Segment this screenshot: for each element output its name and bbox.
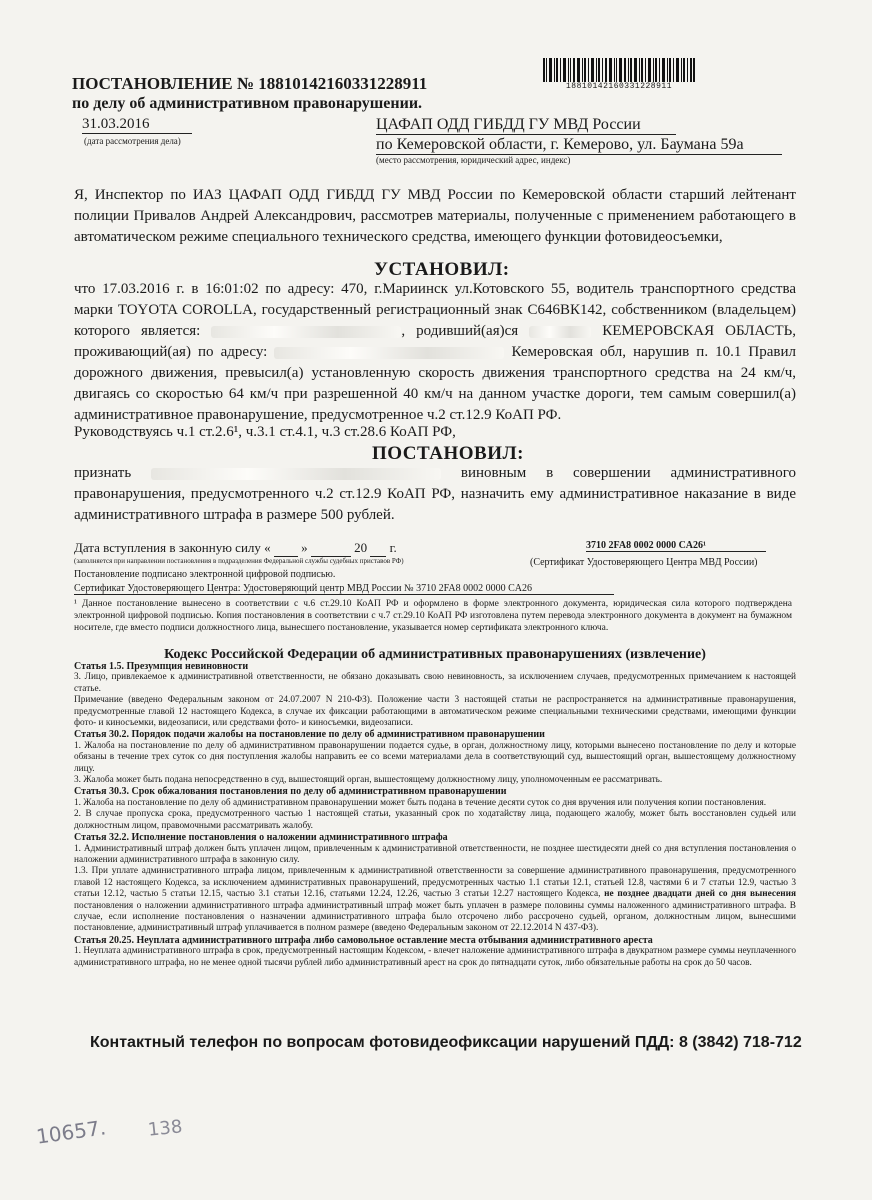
effective-label: Дата вступления в законную силу « <box>74 540 271 555</box>
barcode <box>543 58 695 82</box>
resolution-part-1: признать <box>74 465 132 481</box>
handwritten-number-right: 138 <box>146 1116 184 1141</box>
signed-note: Постановление подписано электронной цифровой подписью. <box>74 569 336 580</box>
certificate-line: Сертификат Удостоверяющего Центра: Удостоверяющий центр МВД России № 3710 2FA8 0002 0000 CA26 <box>74 583 614 595</box>
article-32-2-p1: 1. Административный штраф должен быть уплачен лицом, привлеченным к административной ответственности, не позднее шестидесяти дней со дня вступления постановления о наложении административного штрафа в законную силу. <box>74 843 796 865</box>
certificate-caption: (Сертификат Удостоверяющего Центра МВД России) <box>530 557 758 568</box>
facts-part-4: Кемеровская обл, нарушив п. 10.1 Правил дорожного движения, превысил(а) установленную скорость движения транспортного средства на 24 км/ч, двигаясь со скоростью 64 км/ч при разрешенной 40 км/ч на данном участке дороги, тем самым совершил(а) административное правонарушение, предусмотренное ч.2 ст.12.9 КоАП РФ. <box>74 344 797 423</box>
facts-part-2: , родивший(ая)ся <box>401 323 519 339</box>
article-30-2-title: Статья 30.2. Порядок подачи жалобы на постановление по делу об административном правонарушении <box>74 729 545 741</box>
article-30-2-p2: 3. Жалоба может быть подана непосредственно в суд, вышестоящий орган, вышестоящему должностному лицу, уполномоченным ее рассматривать. <box>74 775 663 786</box>
effective-suffix: г. <box>389 540 397 555</box>
article-30-3-p2: 2. В случае пропуска срока, предусмотренного частью 1 настоящей статьи, указанный срок по ходатайству лица, подающего жалобу, может быть восстановлен судьей или должностным лицом, правомочными рассматривать жалобу. <box>74 809 796 831</box>
article-32-2-p2c: постановления о наложении административного штрафа административный штраф может быть уплачен в размере половины суммы наложенного административного штрафа. В случае, если исполнение постановления о назначении административного штрафа было отсрочено либо рассрочено судьей, органом, должностным лицом, вынесшими постановление, административный штраф уплачивается в полном размере (введено Федеральным законом от 22.12.2014 N 437-ФЗ). <box>74 900 796 934</box>
koap-extract <box>74 661 796 969</box>
article-32-2-p2 <box>74 866 796 934</box>
article-20-25-p1: 1. Неуплата административного штрафа в срок, предусмотренный настоящим Кодексом, - влечет наложение административного штрафа в двукратном размере суммы неуплаченного административного штрафа, но не менее одной тысячи рублей либо административный арест на срок до пятнадцати суток, либо обязательные работы на срок до 50 часов. <box>74 946 796 968</box>
place-line-1: ЦАФАП ОДД ГИБДД ГУ МВД России <box>376 116 676 135</box>
article-30-2-p1: 1. Жалоба на постановление по делу об административном правонарушении подается судье, в орган, должностному лицу, которыми вынесено постановление по делу и которые обязаны в течение трех суток со дня поступления жалобы направить ее со всеми материалами дела в соответствующий суд, вышестоящий орган, вышестоящему должностному лицу. <box>74 740 796 774</box>
article-30-3-title: Статья 30.3. Срок обжалования постановления по делу об административном правонарушении <box>74 786 507 798</box>
contact-phone: Контактный телефон по вопросам фотовидеофиксации нарушений ПДД: 8 (3842) 718-712 <box>90 1034 802 1051</box>
article-30-3-p1: 1. Жалоба на постановление по делу об административном правонарушении может быть подана в течение десяти суток со дня вручения или получения копии постановления. <box>74 797 767 808</box>
article-32-2-p2b: не позднее двадцати дней со дня вынесения <box>604 889 797 900</box>
koap-title: Кодекс Российской Федерации об административных правонарушениях (извлечение) <box>164 647 706 662</box>
resolution-paragraph <box>74 463 796 526</box>
facts-part-1: что 17.03.2016 г. в 16:01:02 по адресу: 470, г.Мариинск ул.Котовского 55, водитель транспортного средства марки TOYOTA COROLLA, государственный регистрационный знак С646ВК142, собственником (владельцем) которого является: <box>74 281 796 339</box>
barcode-number: 18810142160331228911 <box>565 82 672 91</box>
handwritten-number-left: 10657. <box>34 1115 108 1149</box>
effective-day-blank <box>274 540 298 557</box>
document-title: ПОСТАНОВЛЕНИЕ № 18810142160331228911 <box>72 74 428 93</box>
effective-year: 20 <box>354 540 368 555</box>
intro-paragraph: Я, Инспектор по ИАЗ ЦАФАП ОДД ГИБДД ГУ МВД России по Кемеровской области старший лейтенант полиции Привалов Андрей Александрович, рассмотрев материалы, полученные с применением работающего в автоматическом режиме специального технического средства, имеющего функции фотовидеосъемки, <box>74 187 796 245</box>
effective-note: (заполняется при направлении постановления в подразделения Федеральной службы судебных приставов РФ) <box>74 557 404 565</box>
redacted-birthdate <box>529 326 591 338</box>
guided-by: Руководствуясь ч.1 ст.2.6¹, ч.3.1 ст.4.1, ч.3 ст.28.6 КоАП РФ, <box>74 424 456 440</box>
case-date-caption: (дата рассмотрения дела) <box>84 136 181 146</box>
document-subtitle: по делу об административном правонарушении. <box>72 95 423 112</box>
resolution-part-2: виновным в совершении административного правонарушения, предусмотренного ч.2 ст.12.9 КоАП РФ, назначить ему административное наказание в виде административного штрафа в размере 500 рублей. <box>74 465 796 523</box>
article-32-2-title: Статья 32.2. Исполнение постановления о наложении административного штрафа <box>74 832 448 844</box>
article-1-5-p2: Примечание (введено Федеральным законом от 24.07.2007 N 210-ФЗ). Положение части 3 настоящей статьи не распространяется на административные правонарушения, предусмотренные главой 12 настоящего Кодекса, в случае их фиксации работающими в автоматическом режиме специальными техническими средствами, имеющими функции фото- и киносъемки, видеозаписи, или средствами фото- и киносъемки, видеозаписи. <box>74 695 796 729</box>
facts-paragraph <box>74 279 796 426</box>
certificate-code: 3710 2FA8 0002 0000 CA26¹ <box>586 540 766 552</box>
redacted-name <box>151 468 441 480</box>
article-20-25-title: Статья 20.25. Неуплата административного штрафа либо самовольное оставление места отбывания административного ареста <box>74 934 653 946</box>
case-date: 31.03.2016 <box>82 116 192 134</box>
effective-date <box>74 540 397 557</box>
effective-year-blank <box>370 540 386 557</box>
place-line-2: по Кемеровской области, г. Кемерово, ул. Баумана 59а <box>376 136 782 155</box>
place-caption: (место рассмотрения, юридический адрес, индекс) <box>376 155 571 165</box>
facts-part-3: КЕМЕРОВСКАЯ ОБЛАСТЬ, проживающий(ая) по адресу: <box>74 323 797 360</box>
effective-mid: » <box>301 540 308 555</box>
article-1-5-title: Статья 1.5. Презумпция невиновности <box>74 661 249 672</box>
redacted-owner <box>211 326 401 338</box>
article-32-2-p2a: 1.3. При уплате административного штрафа лицом, привлеченным к административной ответственности за совершение административного правонарушения, предусмотренного главой 12 настоящего Кодекса, за исключением административных правонарушений, предусмотренных частью 1.1 статьи 12.1, статьей 12.8, частями 6 и 7 статьи 12.9, частью 3 статьи 12.12, частью 5 статьи 12.15, частью 3.1 статьи 12.16, статьями 12.24, 12.26, частью 3 статьи 12.27 настоящего Кодекса, <box>74 866 796 900</box>
article-1-5-p1: 3. Лицо, привлекаемое к административной ответственности, не обязано доказывать свою невиновность, за исключением случаев, предусмотренных примечанием к настоящей статье. <box>74 672 796 694</box>
effective-month-blank <box>311 540 351 557</box>
resolved-heading: ПОСТАНОВИЛ: <box>372 443 524 464</box>
redacted-address <box>274 347 504 359</box>
footnote: ¹ Данное постановление вынесено в соответствии с ч.6 ст.29.10 КоАП РФ и оформлено в форме электронного документа, юридическая сила которого подтверждена электронной цифровой подписью. Копия постановления в соответствии с ч.7 ст.29.10 КоАП РФ изготовлена путем перевода электронного документа в документ на бумажном носителе, где вместо подписи должностного лица, вынесшего постановление, указывается номер сертификата электронного ключа. <box>74 599 792 633</box>
established-heading: УСТАНОВИЛ: <box>374 259 510 280</box>
